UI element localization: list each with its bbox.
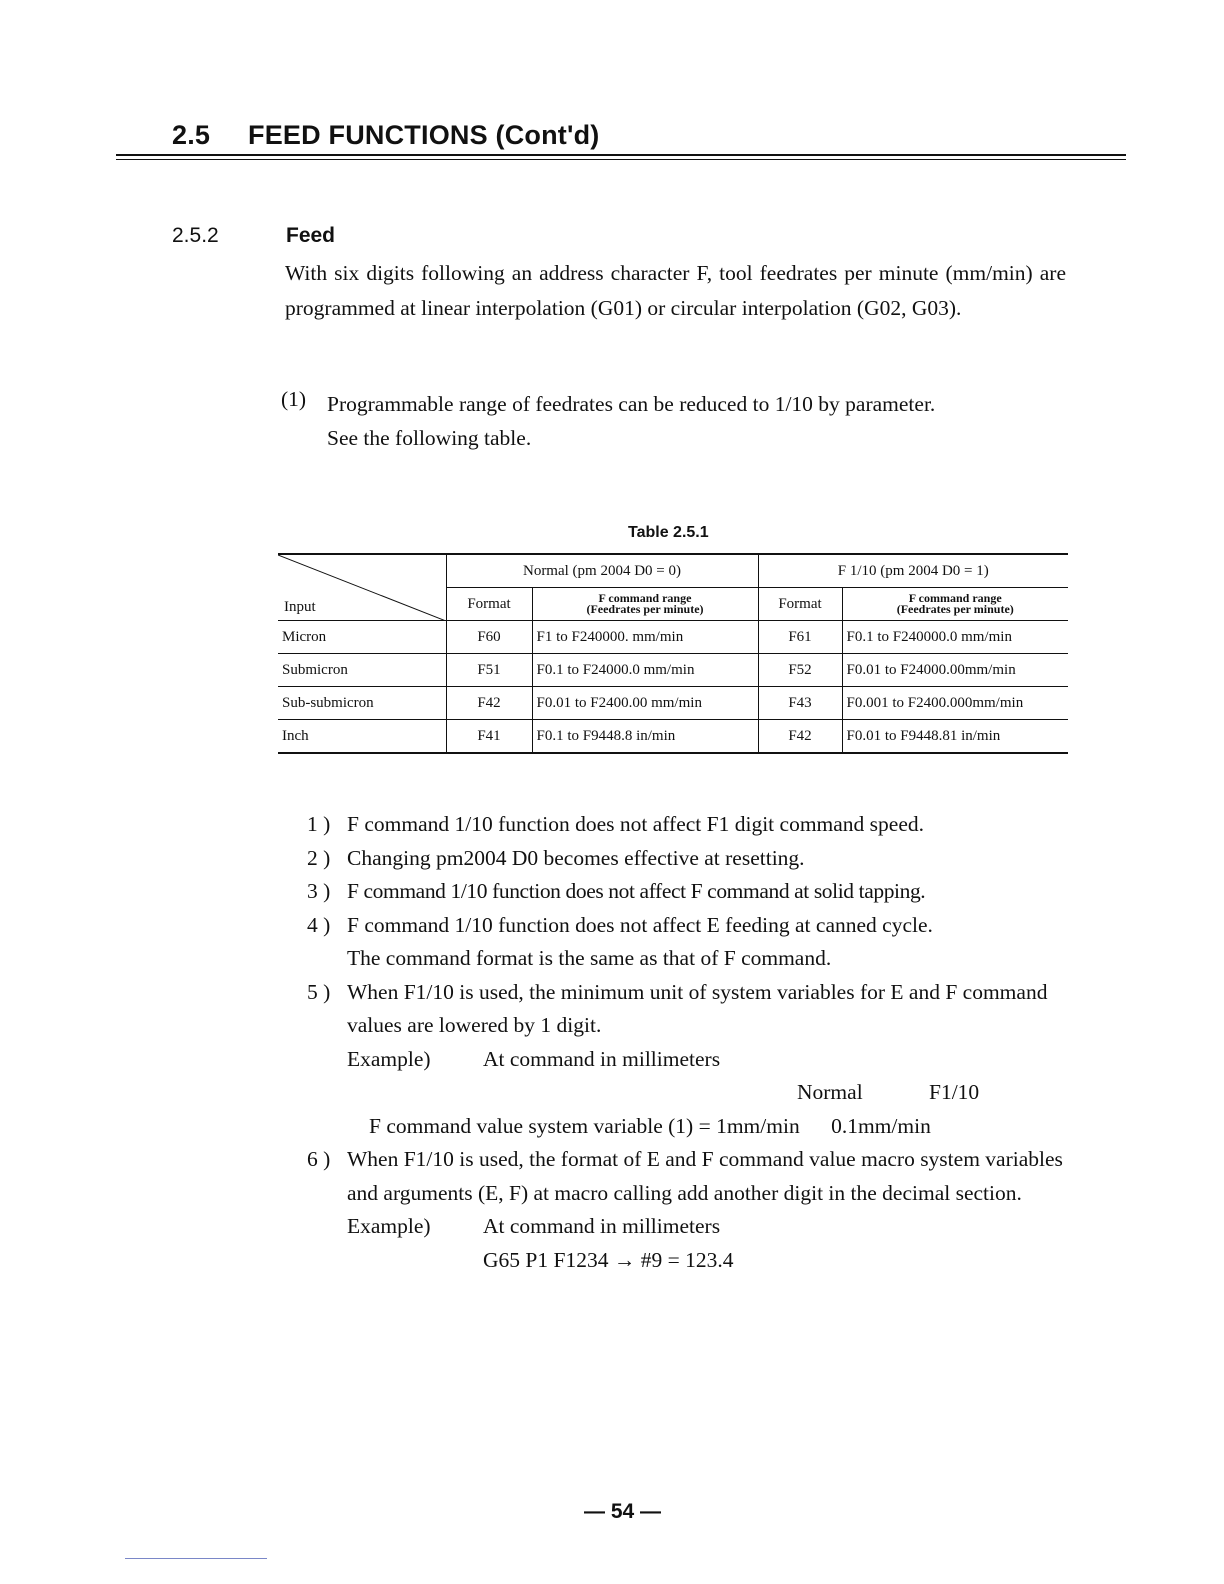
header-rule-thin	[116, 159, 1126, 160]
range-cell: F0.1 to F240000.0 mm/min	[842, 621, 1068, 654]
range-cell: F0.001 to F2400.000mm/min	[842, 687, 1068, 720]
range-header-line1: F command range	[908, 591, 1002, 605]
note-text: F command 1/10 function does not affect F command at solid tapping.	[347, 879, 926, 903]
section-intro: With six digits following an address character F, tool feedrates per minute (mm/min) are programmed at linear interpolation (G01) or circular interpolation (G02, G03).	[285, 261, 1066, 320]
input-header: Input	[284, 599, 316, 615]
range-header-line1: F command range	[598, 591, 692, 605]
format-header: Format	[758, 588, 842, 621]
header-section-number: 2.5	[172, 120, 211, 150]
note-text: Changing pm2004 D0 becomes effective at resetting.	[347, 845, 805, 870]
notes-list	[307, 808, 1067, 1277]
paragraph-see: See the following table.	[327, 426, 532, 450]
range-cell: F0.1 to F24000.0 mm/min	[532, 654, 758, 687]
range-header-line2: (Feedrates per minute)	[586, 602, 704, 616]
range-cell: F1 to F240000. mm/min	[532, 621, 758, 654]
note-number: 4 )	[307, 912, 331, 937]
table-row	[278, 654, 1068, 687]
note-number: 5 )	[307, 979, 331, 1004]
table-row	[278, 687, 1068, 720]
note-text: F command 1/10 function does not affect F1 digit command speed.	[347, 812, 925, 836]
value-row-label: F command value system variable (1) =	[369, 1113, 711, 1138]
input-cell: Submicron	[278, 654, 446, 687]
example-value-row	[347, 1110, 1067, 1144]
range-header	[532, 588, 758, 621]
paragraph-text: Programmable range of feedrates can be reduced to 1/10 by parameter.	[327, 392, 936, 416]
example-code: G65 P1 F1234 → #9 = 123.4	[483, 1247, 734, 1272]
normal-group-header: Normal (pm 2004 D0 = 0)	[446, 554, 758, 588]
format-cell: F60	[446, 621, 532, 654]
note-text-continued: The command format is the same as that of F command.	[347, 946, 832, 970]
note-number: 1 )	[307, 812, 331, 836]
f110-group-header: F 1/10 (pm 2004 D0 = 1)	[758, 554, 1068, 588]
format-cell: F42	[446, 687, 532, 720]
note-item	[307, 976, 1067, 1144]
note-item	[307, 808, 1067, 842]
format-cell: F52	[758, 654, 842, 687]
scan-edge-line	[125, 1558, 267, 1559]
header-title: FEED FUNCTIONS (Cont'd)	[248, 120, 600, 150]
range-header	[842, 588, 1068, 621]
page-header	[172, 120, 599, 151]
example-text: At command in millimeters	[483, 1214, 721, 1238]
note-item	[307, 1143, 1067, 1277]
range-cell: F0.01 to F2400.00 mm/min	[532, 687, 758, 720]
note-text: When F1/10 is used, the minimum unit of system variables for E and F command values are lowered by 1 digit.	[347, 979, 1048, 1037]
note-item	[307, 875, 1067, 909]
value-f110: 0.1mm/min	[831, 1113, 931, 1138]
input-cell: Sub-submicron	[278, 687, 446, 720]
example-line	[347, 1043, 1067, 1077]
column-f110: F1/10	[929, 1080, 980, 1104]
format-cell: F41	[446, 720, 532, 754]
example-line	[347, 1210, 1067, 1244]
example-columns	[347, 1076, 1067, 1110]
input-cell: Inch	[278, 720, 446, 754]
note-text: F command 1/10 function does not affect E feeding at canned cycle.	[347, 912, 933, 937]
note-number: 2 )	[307, 845, 331, 870]
range-cell: F0.1 to F9448.8 in/min	[532, 720, 758, 754]
format-cell: F61	[758, 621, 842, 654]
input-cell: Micron	[278, 621, 446, 654]
note-number: 6 )	[307, 1147, 331, 1171]
section-title: Feed	[286, 224, 336, 247]
format-header: Format	[446, 588, 532, 621]
note-item	[307, 842, 1067, 876]
range-header-line2: (Feedrates per minute)	[896, 602, 1014, 616]
section-number: 2.5.2	[172, 224, 219, 247]
table-caption: Table 2.5.1	[628, 524, 709, 541]
column-normal: Normal	[797, 1080, 863, 1104]
range-cell: F0.01 to F24000.00mm/min	[842, 654, 1068, 687]
range-cell: F0.01 to F9448.81 in/min	[842, 720, 1068, 754]
paragraph-label: (1)	[281, 387, 307, 411]
note-text: When F1/10 is used, the format of E and F command value macro system variables and arguments (E, F) at macro calling add another digit in the decimal section.	[347, 1147, 1063, 1205]
feedrate-table	[278, 553, 1068, 754]
example-label: Example)	[347, 1046, 431, 1071]
format-cell: F42	[758, 720, 842, 754]
format-cell: F43	[758, 687, 842, 720]
note-item	[307, 909, 1067, 976]
header-rule	[116, 154, 1126, 156]
paragraph-body	[327, 387, 1066, 455]
format-cell: F51	[446, 654, 532, 687]
example-text: At command in millimeters	[483, 1046, 721, 1071]
value-normal: 1mm/min	[716, 1113, 800, 1138]
page-number: — 54 —	[584, 1500, 662, 1523]
note-number: 3 )	[307, 879, 331, 903]
input-header-cell	[278, 554, 446, 621]
table-header-row	[278, 554, 1068, 588]
table-row	[278, 621, 1068, 654]
table-row	[278, 720, 1068, 754]
example-label: Example)	[347, 1214, 431, 1238]
